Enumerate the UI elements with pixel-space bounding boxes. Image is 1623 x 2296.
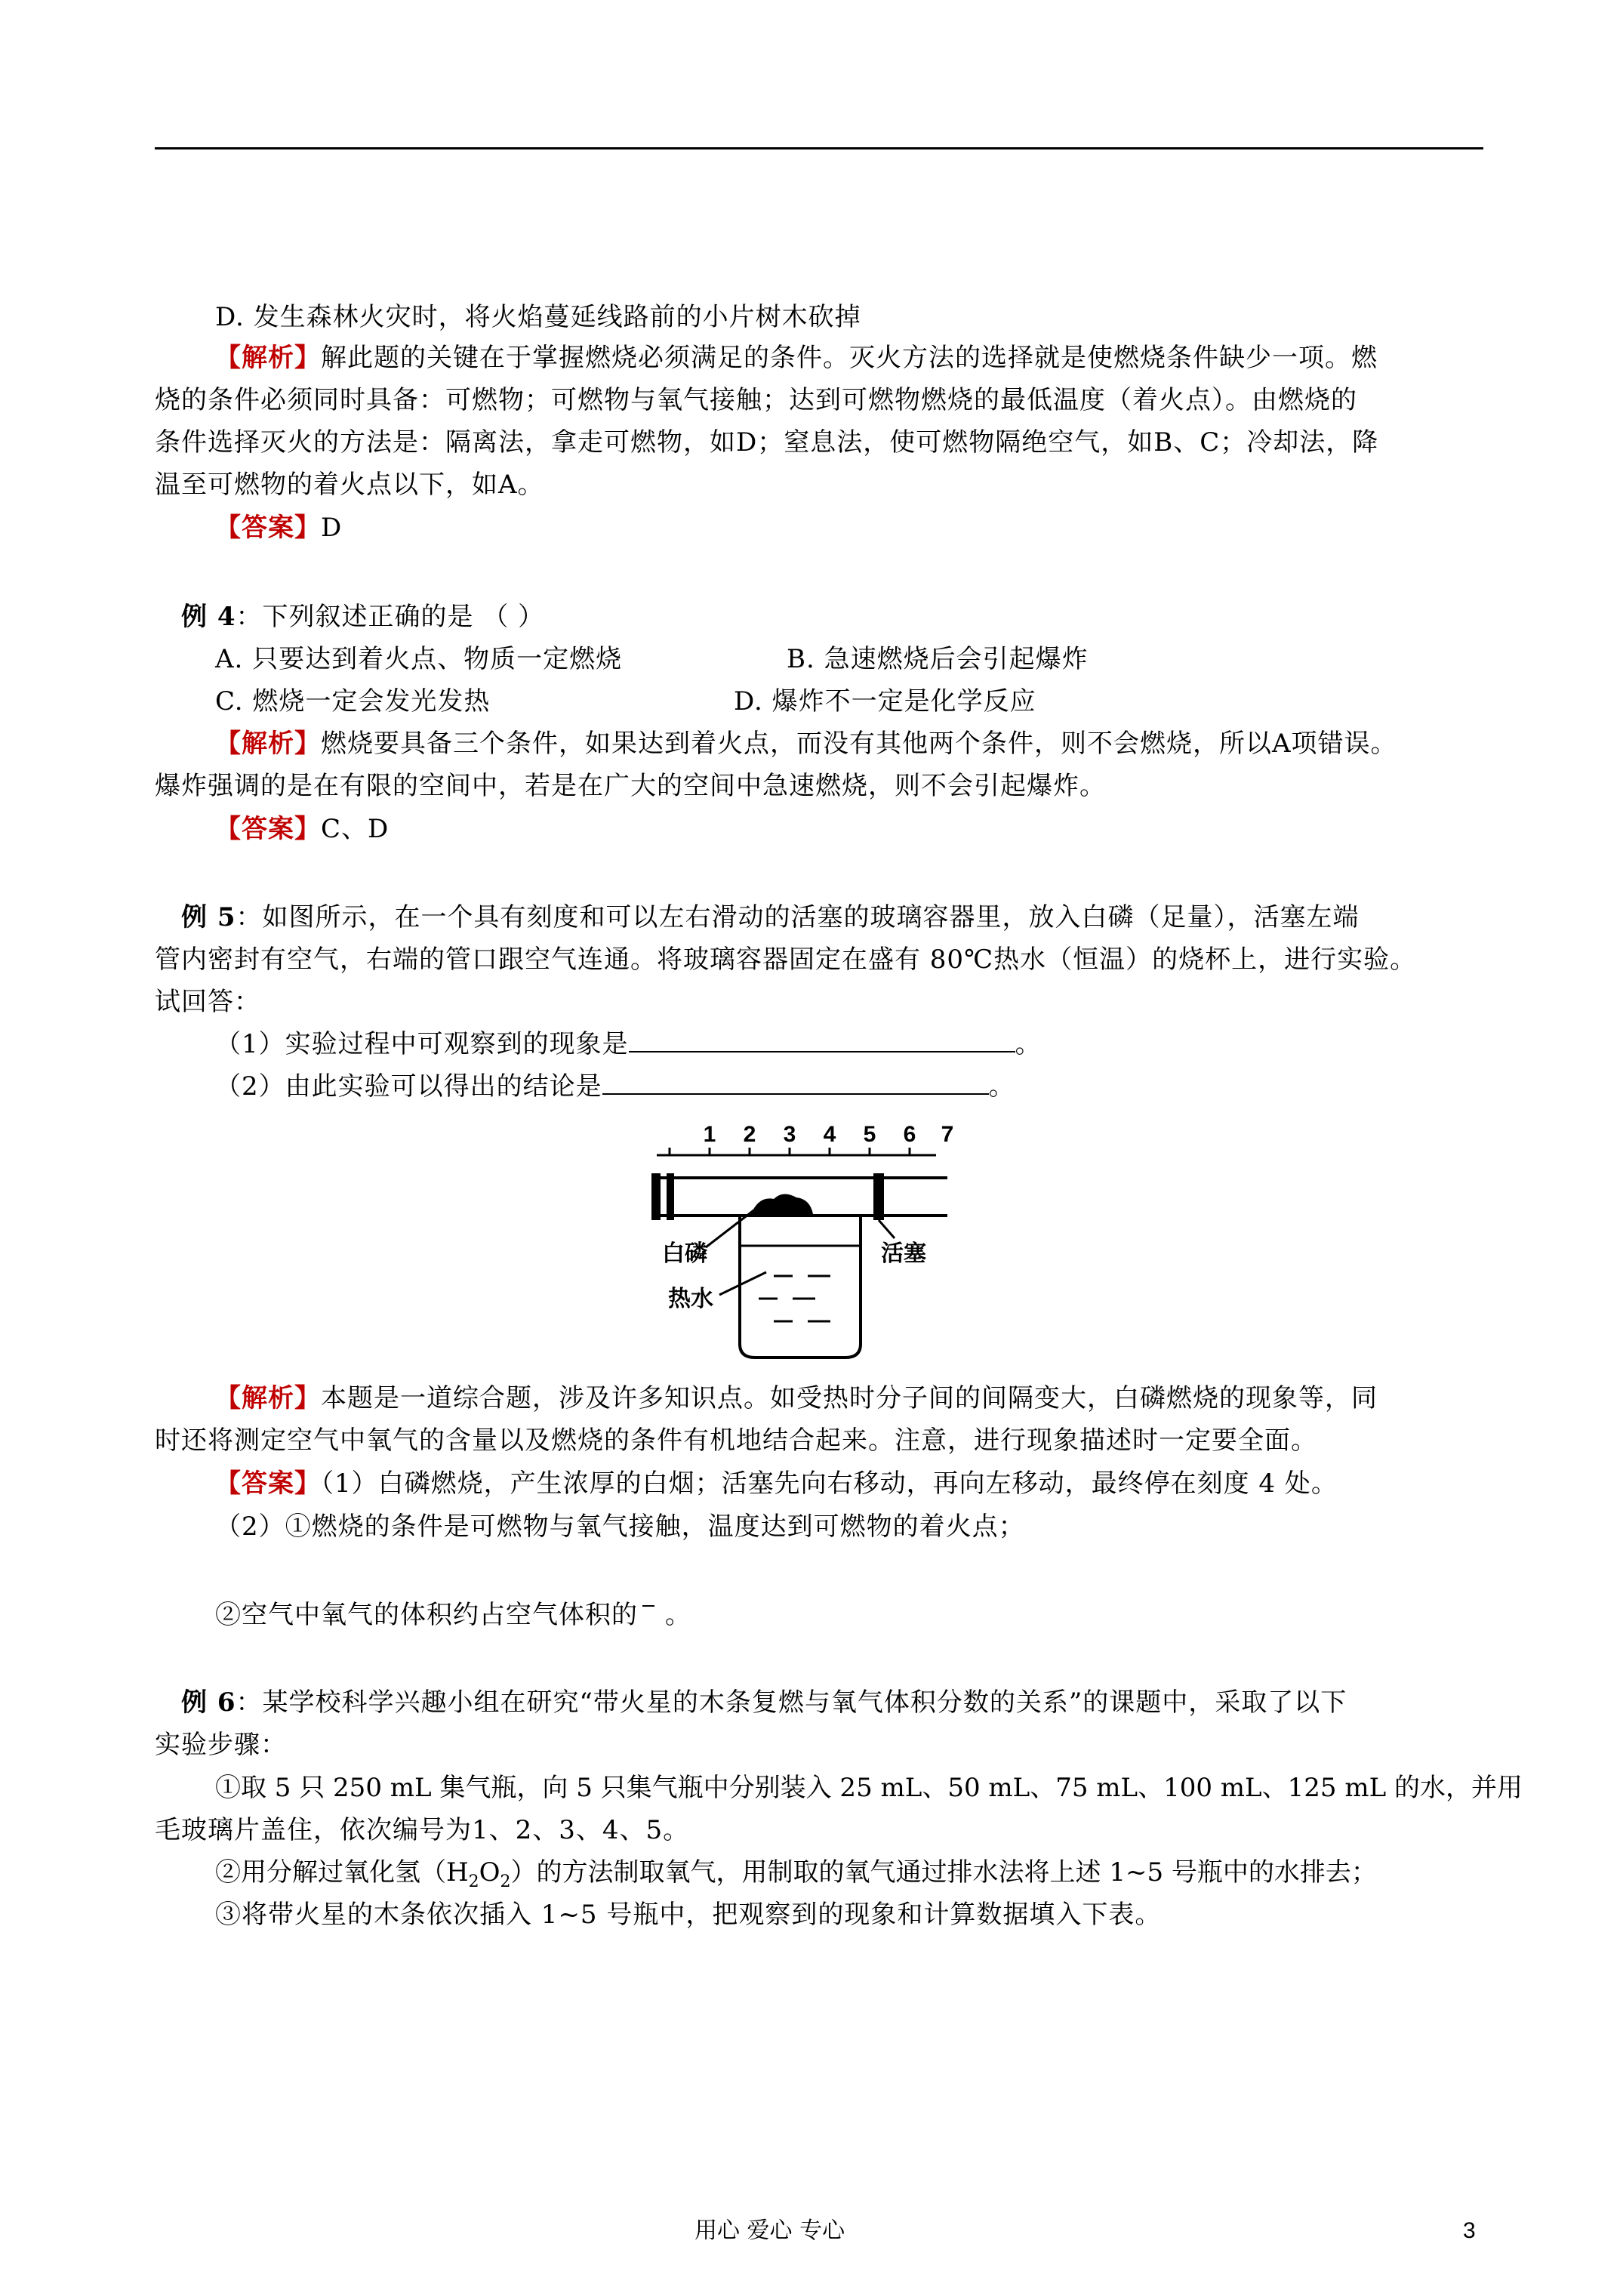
answer-blank-1[interactable]: [629, 1028, 1015, 1052]
scale-number: 5: [863, 1122, 876, 1147]
left-stopper: [667, 1173, 674, 1220]
scale-number: 6: [903, 1122, 916, 1147]
ex3-analysis-line-2: 烧的条件必须同时具备：可燃物；可燃物与氧气接触；达到可燃物燃烧的最低温度（着火点）。由燃烧的: [155, 385, 1357, 415]
ex3-analysis-line-3: 条件选择灭火的方法是：隔离法，拿走可燃物，如D；窒息法，使可燃物隔绝空气，如B、C；冷却法，降: [155, 427, 1379, 458]
ex5-answer-line-3: ②空气中氧气的体积约占空气体积的 。: [215, 1600, 691, 1630]
left-stopper: [651, 1173, 661, 1220]
label-piston: 活塞: [881, 1240, 926, 1267]
ex6-step-1-line-1: ①取 5 只 250 mL 集气瓶，向 5 只集气瓶中分别装入 25 mL、50 mL、75 mL、100 mL、125 mL 的水，并用: [215, 1773, 1523, 1803]
ex4-option-b: B. 急速燃烧后会引起爆炸: [787, 644, 1089, 674]
answer-tag: 【答案】: [215, 814, 321, 844]
scale-number: 7: [941, 1122, 954, 1147]
ex4-answer: 【答案】C、D: [215, 814, 390, 844]
ex4-analysis-line-2: 爆炸强调的是在有限的空间中，若是在广大的空间中急速燃烧，则不会引起爆炸。: [155, 771, 1106, 801]
analysis-tag: 【解析】: [215, 729, 321, 759]
ex4-stem: 例 4：下列叙述正确的是 （ ）: [181, 602, 545, 632]
header-rule: [155, 147, 1483, 149]
ex4-label: 例 4: [181, 602, 236, 632]
answer-blank-2[interactable]: [602, 1071, 989, 1095]
ex6-step-1-line-2: 毛玻璃片盖住，依次编号为1、2、3、4、5。: [155, 1815, 690, 1845]
apparatus-figure: [645, 1117, 954, 1370]
ex6-stem-line-2: 实验步骤：: [155, 1730, 287, 1760]
ex5-answer-line-1: 【答案】（1）白磷燃烧，产生浓厚的白烟；活塞先向右移动，再向左移动，最终停在刻度 4 处。: [215, 1469, 1338, 1499]
ex3-answer: 【答案】D: [215, 513, 343, 543]
ex3-analysis-line-1: 【解析】解此题的关键在于掌握燃烧必须满足的条件。灭火方法的选择就是使燃烧条件缺少一项。燃: [215, 343, 1378, 373]
ex6-stem-line-1: 例 6：某学校科学兴趣小组在研究“带火星的木条复燃与氧气体积分数的关系”的课题中，采取了以下: [181, 1687, 1347, 1718]
answer-tag: 【答案】: [215, 1469, 321, 1499]
ex5-label: 例 5: [181, 902, 236, 932]
ex4-option-c: C. 燃烧一定会发光发热: [215, 686, 491, 717]
label-white-phosphorus: 白磷: [662, 1240, 707, 1267]
page-number: 3: [1463, 2218, 1476, 2243]
prev-option-d: D. 发生森林火灾时，将火焰蔓延线路前的小片树木砍掉: [215, 302, 861, 332]
ex4-option-a: A. 只要达到着火点、物质一定燃烧: [215, 644, 623, 674]
scale-number: 3: [783, 1122, 796, 1147]
ex6-step-2: ②用分解过氧化氢$(H_2O_2)$的方法制取氧气，用制取的氧气通过排水法将上述 1~5 号瓶中的水排去；: [215, 1857, 1377, 1891]
ex6-label: 例 6: [181, 1687, 236, 1718]
ex4-analysis-line-1: 【解析】燃烧要具备三个条件，如果达到着火点，而没有其他两个条件，则不会燃烧，所以A项错误。: [215, 729, 1397, 759]
ex5-analysis-line-1: 【解析】本题是一道综合题，涉及许多知识点。如受热时分子间的间隔变大，白磷燃烧的现象等，同: [215, 1383, 1378, 1413]
ex6-step-3: ③将带火星的木条依次插入 1~5 号瓶中，把观察到的现象和计算数据填入下表。: [215, 1900, 1162, 1930]
ex5-question-1: （1）实验过程中可观察到的现象是 。: [215, 1029, 1042, 1059]
ex5-answer-line-2: （2）①燃烧的条件是可燃物与氧气接触，温度达到可燃物的着火点；: [215, 1512, 1025, 1542]
scale-number: 4: [823, 1122, 836, 1147]
scale-number: 1: [703, 1122, 716, 1147]
ex5-analysis-line-2: 时还将测定空气中氧气的含量以及燃烧的条件有机地结合起来。注意，进行现象描述时一定要全面。: [155, 1425, 1317, 1456]
ex5-stem-line-2: 管内密封有空气，右端的管口跟空气连通。将玻璃容器固定在盛有 80℃热水（恒温）的烧杯上，进行实验。: [155, 945, 1417, 975]
analysis-tag: 【解析】: [215, 343, 321, 373]
scale-number: 2: [743, 1122, 756, 1147]
piston: [873, 1173, 884, 1220]
ex3-analysis-line-4: 温至可燃物的着火点以下，如A。: [155, 470, 544, 500]
label-hot-water: 热水: [668, 1286, 713, 1312]
ex5-stem-line-1: 例 5：如图所示，在一个具有刻度和可以左右滑动的活塞的玻璃容器里，放入白磷（足量），活塞左端: [181, 902, 1360, 932]
answer-tag: 【答案】: [215, 513, 321, 543]
analysis-tag: 【解析】: [215, 1383, 321, 1413]
footer-motto: 用心 爱心 专心: [694, 2217, 845, 2244]
ex5-question-2: （2）由此实验可以得出的结论是 。: [215, 1071, 1015, 1102]
ex5-stem-line-3: 试回答：: [155, 987, 260, 1017]
ex4-option-d: D. 爆炸不一定是化学反应: [734, 686, 1036, 717]
